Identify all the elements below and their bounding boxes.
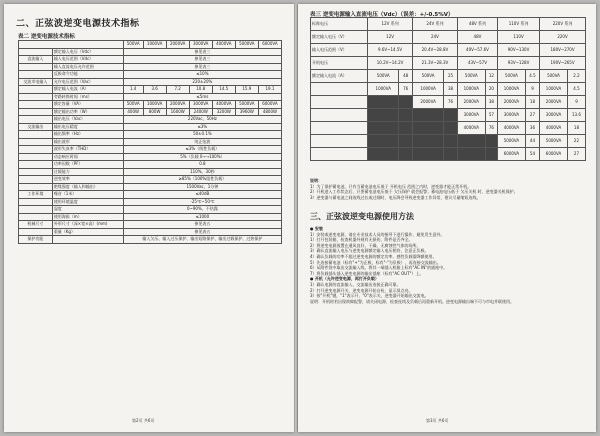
table-cell: 2400W	[189, 108, 212, 116]
table-row	[19, 78, 282, 86]
notes-title: 说明：	[310, 178, 322, 183]
note-2: 2）开机进入工作状态后，只要蓄电池电压低于 欠压保护 就会报警；蓄电池电压低于 欠压关机 时，逆变器关机保护。	[310, 189, 518, 195]
group-label	[19, 48, 53, 56]
row-value: 1500Vac，1分钟	[123, 183, 281, 191]
table-cell: 7.2	[166, 86, 189, 94]
group-label	[19, 93, 53, 101]
table-cell: 9.6V~14.5V	[368, 44, 413, 57]
table-row	[19, 221, 282, 229]
row-value: 参见表三	[123, 63, 281, 71]
instruction-line: 3）确认直流输入电压与逆变电源额定输入电压相符，注意正负极。	[310, 248, 429, 254]
table-cell: 3000VA	[498, 109, 526, 122]
table-cell: 110V	[498, 31, 540, 44]
row-label: 允许电压范围（Vac）	[52, 78, 123, 86]
page-footer-left: 第2页 共6页	[132, 418, 155, 423]
row-value: 5%（负载 0→→100%）	[123, 153, 281, 161]
table-row	[19, 101, 282, 109]
row-value: 参见表三	[123, 48, 281, 56]
model-header: 6000VA	[258, 41, 281, 49]
row-label: 旁路转换时间（ms）	[52, 93, 123, 101]
table-cell: 500VA	[123, 101, 143, 109]
row-label: 输出波形	[52, 138, 123, 146]
right-page	[298, 4, 596, 432]
table-cell: 10.8	[189, 86, 212, 94]
table-cell	[444, 135, 458, 148]
table-cell: 500VA	[498, 70, 526, 83]
group-label	[19, 138, 53, 146]
table-cell: 18	[525, 96, 539, 109]
row-value: 110%，30秒	[123, 168, 281, 176]
row-value: ≤10%	[123, 71, 281, 79]
table-cell: 6000VA	[498, 148, 526, 161]
table-cell: 1000VA	[498, 83, 526, 96]
table-cell: 27	[567, 148, 585, 161]
row-value: 220Vac，50Hz	[123, 116, 281, 124]
table-cell: 93V~128V	[498, 57, 540, 70]
row-label: 标称电压	[311, 18, 368, 31]
row-value: 220±20%	[123, 78, 281, 86]
row-label	[311, 96, 368, 109]
capacity-row	[311, 70, 586, 83]
row-value: ≤3%（线性负载）	[123, 146, 281, 154]
table-cell: 220V	[540, 31, 586, 44]
row-label: 逆变效率	[52, 176, 123, 184]
table-cell: 1.4	[123, 86, 143, 94]
table-cell: 48V	[457, 31, 497, 44]
left-page	[4, 4, 294, 432]
table-row	[19, 206, 282, 214]
row-label: 动态响应时间	[52, 153, 123, 161]
table-cell: 14.5	[212, 86, 235, 94]
row-value: 参见表五	[123, 221, 281, 229]
instruction-line: 6）从附件袋中取出交流输入线，将其一端插入机箱上标有"AC IN"的插座中。	[310, 265, 448, 271]
row-value: 参见表五	[123, 228, 281, 236]
row-label: 功率因数（PF）	[52, 161, 123, 169]
note-1: 1）为了保护蓄电池，只有当蓄电池电压低于 开机电压 范围之内时，逆变器才能正常开机。	[310, 183, 472, 189]
table-cell: 4800W	[258, 108, 281, 116]
table-cell: 2.2	[567, 70, 585, 83]
row-value: 0~90%，不结露	[123, 206, 281, 214]
model-header: 2000VA	[166, 41, 189, 49]
table-cell: 43V~57V	[457, 57, 497, 70]
table-row	[19, 48, 282, 56]
rated-voltage-row	[311, 31, 586, 44]
table-cell	[444, 122, 458, 135]
table-caption-voltage: 表三 逆变电源输入直流电压（Vdc）（误差：+/-0.5%V）	[310, 12, 454, 18]
row-label: 输入直流电压允许范围	[52, 63, 123, 71]
group-label	[19, 183, 53, 191]
table-cell: 48	[399, 70, 413, 83]
row-label	[311, 148, 368, 161]
table-cell: 12	[485, 70, 497, 83]
table-cell: 13.6	[567, 109, 585, 122]
table-cell: 5000VA	[235, 101, 258, 109]
model-header: 4000VA	[212, 41, 235, 49]
voltage-header-row	[311, 18, 586, 31]
table-cell	[399, 109, 413, 122]
group-label	[19, 206, 53, 214]
table-cell: 54	[525, 148, 539, 161]
notes-block	[310, 178, 586, 200]
table-cell: 800W	[143, 108, 166, 116]
table-cell: 18	[567, 122, 585, 135]
table-row	[19, 191, 282, 199]
table-cell: 4000VA	[498, 122, 526, 135]
group-label	[19, 228, 53, 236]
table-row	[19, 86, 282, 94]
table-cell	[413, 109, 444, 122]
table-cell: 21.3V~28.3V	[413, 57, 458, 70]
row-value: ≤1000	[123, 213, 281, 221]
table-cell: 22	[567, 135, 585, 148]
table-row	[19, 131, 282, 139]
table-cell	[368, 96, 399, 109]
note-3: 3）逆变器与蓄电池之间连线过长或过细时，电压降会导致逆变器工作异常，建议尽量缩短连线。	[310, 194, 481, 200]
row-label: 波形失真率（THD）	[52, 146, 123, 154]
table-cell	[399, 96, 413, 109]
capacity-row	[311, 109, 586, 122]
capacity-row	[311, 122, 586, 135]
table-cell: 76	[485, 122, 497, 135]
row-label: 反极命令功能	[52, 71, 123, 79]
row-label: 使用海拔（m）	[52, 213, 123, 221]
table-cell: 1000VA	[540, 83, 568, 96]
table-cell: 10.2V~14.2V	[368, 57, 413, 70]
table-cell: 5000VA	[498, 135, 526, 148]
table-cell: 4000VA	[457, 122, 485, 135]
group-label: 直流输入	[19, 56, 53, 64]
table-row	[19, 183, 282, 191]
table-cell	[457, 135, 485, 148]
group-label: 机械尺寸	[19, 221, 53, 229]
table-cell: 220V 系列	[540, 18, 586, 31]
spec-table	[18, 40, 282, 244]
row-label: 使用环境温度	[52, 198, 123, 206]
instruction-line: 1）打开包装箱，检查机器外观有无损伤，附件是否齐全。	[310, 237, 413, 243]
table-cell: 3960W	[235, 108, 258, 116]
table-cell: 4000VA	[212, 101, 235, 109]
group-label	[19, 101, 53, 109]
row-label: 开机电压	[311, 57, 368, 70]
voltage-table	[310, 17, 586, 161]
group-label	[19, 63, 53, 71]
table-row	[19, 228, 282, 236]
table-cell: 1000VA	[457, 83, 485, 96]
row-label	[52, 236, 123, 244]
table-cell	[368, 109, 399, 122]
table-cell: 9	[525, 83, 539, 96]
row-label	[311, 109, 368, 122]
table-cell: 24V	[413, 31, 458, 44]
table-caption-specs: 表二 逆变电源技术指标	[18, 34, 75, 40]
table-cell: 44	[525, 135, 539, 148]
table-cell	[399, 122, 413, 135]
table-cell: 6000VA	[258, 101, 281, 109]
table-cell	[368, 135, 399, 148]
table-cell: 12V 系列	[368, 18, 413, 31]
row-label: 额定输入电流（A）	[311, 70, 368, 83]
table-row	[19, 56, 282, 64]
table-cell: 2000VA	[166, 101, 189, 109]
model-header: 5000VA	[235, 41, 258, 49]
row-value: ≤3%	[123, 123, 281, 131]
table-header-row	[19, 41, 282, 49]
instruction-line: 1）安装或逆变电源，请在专业技术人员的指导下进行操作，避免发生意外。	[310, 231, 445, 237]
group-label	[19, 116, 53, 124]
table-cell: 5000VA	[540, 135, 568, 148]
table-cell: 40V~57.6V	[457, 44, 497, 57]
row-value: 纯正弦波	[123, 138, 281, 146]
group-label	[19, 146, 53, 154]
row-label	[311, 83, 368, 96]
capacity-row	[311, 83, 586, 96]
group-label	[19, 71, 53, 79]
table-cell	[485, 148, 497, 161]
table-row	[19, 123, 282, 131]
group-label	[19, 213, 53, 221]
group-label	[19, 198, 53, 206]
table-cell: 3200W	[212, 108, 235, 116]
table-cell: 1000VA	[368, 83, 399, 96]
voltage-range-row	[311, 44, 586, 57]
section-heading-usage: 三、正弦波逆变电源使用方法	[310, 212, 414, 221]
instruction-line: 3）按"开机"键，"1"表示开，"0"表示关，逆变器开始输出交流电。	[310, 293, 429, 299]
table-cell: 38	[444, 83, 458, 96]
row-label: 湿度	[52, 206, 123, 214]
table-cell: 500VA	[540, 70, 568, 83]
row-label	[311, 122, 368, 135]
row-label: 输出电压精度	[52, 123, 123, 131]
table-row	[19, 176, 282, 184]
table-cell: 15.9	[235, 86, 258, 94]
table-cell: 76	[399, 83, 413, 96]
table-cell	[399, 148, 413, 161]
table-cell: 6000VA	[540, 148, 568, 161]
instruction-line: 2）将逆变电源放置在通风良好、干燥、无腐蚀性气体的场所。	[310, 242, 421, 248]
row-value: 输入欠压、输入过压保护、输出短路保护、输出过载保护、过热保护	[123, 236, 281, 244]
group-label	[19, 86, 53, 94]
row-label: 噪音（1米）	[52, 191, 123, 199]
row-label: 输出频率（Hz）	[52, 131, 123, 139]
section-heading-specs: 二、正弦波逆变电源技术指标	[16, 19, 140, 29]
table-cell: 27	[525, 109, 539, 122]
instruction-line: 1）确认电源的直流输入、交流输出连接正确可靠。	[310, 281, 401, 287]
table-cell: 3000VA	[540, 109, 568, 122]
capacity-row	[311, 148, 586, 161]
group-label	[19, 168, 53, 176]
table-cell: 36	[525, 122, 539, 135]
table-cell: 2000VA	[413, 96, 444, 109]
table-cell: 180V~270V	[540, 44, 586, 57]
page-footer-right: 第3页 共6页	[426, 418, 449, 423]
instruction-line: 5）先连接蓄电池（标有"+"为正极，标有"-"为负极），再连接交流输出。	[310, 259, 441, 265]
table-row	[19, 138, 282, 146]
table-cell	[444, 109, 458, 122]
instruction-line: 7）将负载插头插入逆变电源的输出插座（标有"AC OUT"）上。	[310, 270, 424, 276]
table-cell: 500VA	[413, 70, 444, 83]
group-label: 工作环境	[19, 191, 53, 199]
table-cell: 3000VA	[457, 109, 485, 122]
table-cell	[399, 135, 413, 148]
group-label: 交流市电输入	[19, 78, 53, 86]
capacity-row	[311, 96, 586, 109]
row-value: ≥85%（100%阻性负载）	[123, 176, 281, 184]
table-cell: 76	[444, 96, 458, 109]
row-label: 重量（Kg）	[52, 228, 123, 236]
table-cell: 1600W	[166, 108, 189, 116]
row-label: 输入电压范围（V）	[311, 44, 368, 57]
table-cell: 1000VA	[143, 101, 166, 109]
group-label	[19, 131, 53, 139]
instruction-line: 2）打开逆变电源开关，逆变电源开始自检，显示屏点亮。	[310, 287, 413, 293]
table-cell: 9	[567, 96, 585, 109]
row-value: ≤40dB	[123, 191, 281, 199]
model-header: 500VA	[123, 41, 143, 49]
table-row	[19, 198, 282, 206]
table-cell	[413, 122, 444, 135]
start-voltage-row	[311, 57, 586, 70]
row-label: 额定容量（VA）	[52, 101, 123, 109]
model-header: 1000VA	[143, 41, 166, 49]
model-header: 3000VA	[189, 41, 212, 49]
row-label: 绝缘强度（输入和输出）	[52, 183, 123, 191]
table-cell: 24V 系列	[413, 18, 458, 31]
instruction-line: ● 开机（允许逆变电源，再打开负载）	[310, 276, 379, 282]
table-cell	[368, 148, 399, 161]
table-cell: 3000VA	[189, 101, 212, 109]
row-label: 过载能力	[52, 168, 123, 176]
table-cell: 190V~265V	[540, 57, 586, 70]
table-cell	[413, 148, 444, 161]
table-row	[19, 108, 282, 116]
group-label	[19, 153, 53, 161]
row-label: 外形尺寸（深×宽×高）(mm)	[52, 221, 123, 229]
table-cell: 4.5	[525, 70, 539, 83]
group-label	[19, 161, 53, 169]
table-row	[19, 168, 282, 176]
table-cell: 4.5	[567, 83, 585, 96]
group-label: 保护功能	[19, 236, 53, 244]
table-row	[19, 161, 282, 169]
table-cell: 20	[485, 83, 497, 96]
table-cell: 25	[444, 70, 458, 83]
row-label: 额定输入电压（V）	[311, 31, 368, 44]
row-value: 0.8	[123, 161, 281, 169]
group-label	[19, 108, 53, 116]
usage-instructions	[310, 226, 586, 304]
table-cell	[485, 135, 497, 148]
row-value: -25℃~50℃	[123, 198, 281, 206]
instruction-line: ● 安装	[310, 226, 323, 231]
table-cell: 3.6	[143, 86, 166, 94]
table-cell: 400W	[123, 108, 143, 116]
row-label: 额定输出功率（W）	[52, 108, 123, 116]
instruction-line: 4）确认负载的功率不超过逆变电源的额定功率，感性负载需降额使用。	[310, 253, 437, 259]
table-row	[19, 146, 282, 154]
table-cell: 12V	[368, 31, 413, 44]
table-row	[19, 236, 282, 244]
table-cell: 2000VA	[457, 96, 485, 109]
table-cell	[413, 135, 444, 148]
row-label: 输入电压范围（Vdc）	[52, 56, 123, 64]
table-cell	[368, 122, 399, 135]
table-cell: 500VA	[457, 70, 485, 83]
table-cell: 20.4V~28.8V	[413, 44, 458, 57]
group-label	[19, 176, 53, 184]
table-cell	[444, 148, 458, 161]
group-label: 交流输出	[19, 123, 53, 131]
table-cell: 57	[485, 109, 497, 122]
row-value: 参见表三	[123, 56, 281, 64]
table-cell: 90V~130V	[498, 44, 540, 57]
table-cell: 19.1	[258, 86, 281, 94]
table-row	[19, 153, 282, 161]
row-label: 输出电压（Vac）	[52, 116, 123, 124]
table-cell	[457, 148, 485, 161]
table-cell: 1000VA	[413, 83, 444, 96]
table-cell: 4000VA	[540, 122, 568, 135]
row-value: 50±0.1%	[123, 131, 281, 139]
table-cell	[19, 41, 124, 49]
table-row	[19, 116, 282, 124]
table-row	[19, 71, 282, 79]
row-label: 额定输入电流（A）	[52, 86, 123, 94]
table-cell: 110V 系列	[498, 18, 540, 31]
instruction-line: 说明：开机时若出现故障报警，请关闭电源，检查连线及负载后再重新开机。逆变电源输出端不可与市电并联使用。	[310, 298, 514, 304]
table-cell: 500VA	[368, 70, 399, 83]
capacity-row	[311, 135, 586, 148]
table-row	[19, 63, 282, 71]
row-label	[311, 135, 368, 148]
table-cell: 2000VA	[498, 96, 526, 109]
table-row	[19, 93, 282, 101]
row-label: 额定输入电压（Vdc）	[52, 48, 123, 56]
row-value: ≤5ms	[123, 93, 281, 101]
table-row	[19, 213, 282, 221]
table-cell: 48V 系列	[457, 18, 497, 31]
table-cell: 38	[485, 96, 497, 109]
table-cell: 2000VA	[540, 96, 568, 109]
